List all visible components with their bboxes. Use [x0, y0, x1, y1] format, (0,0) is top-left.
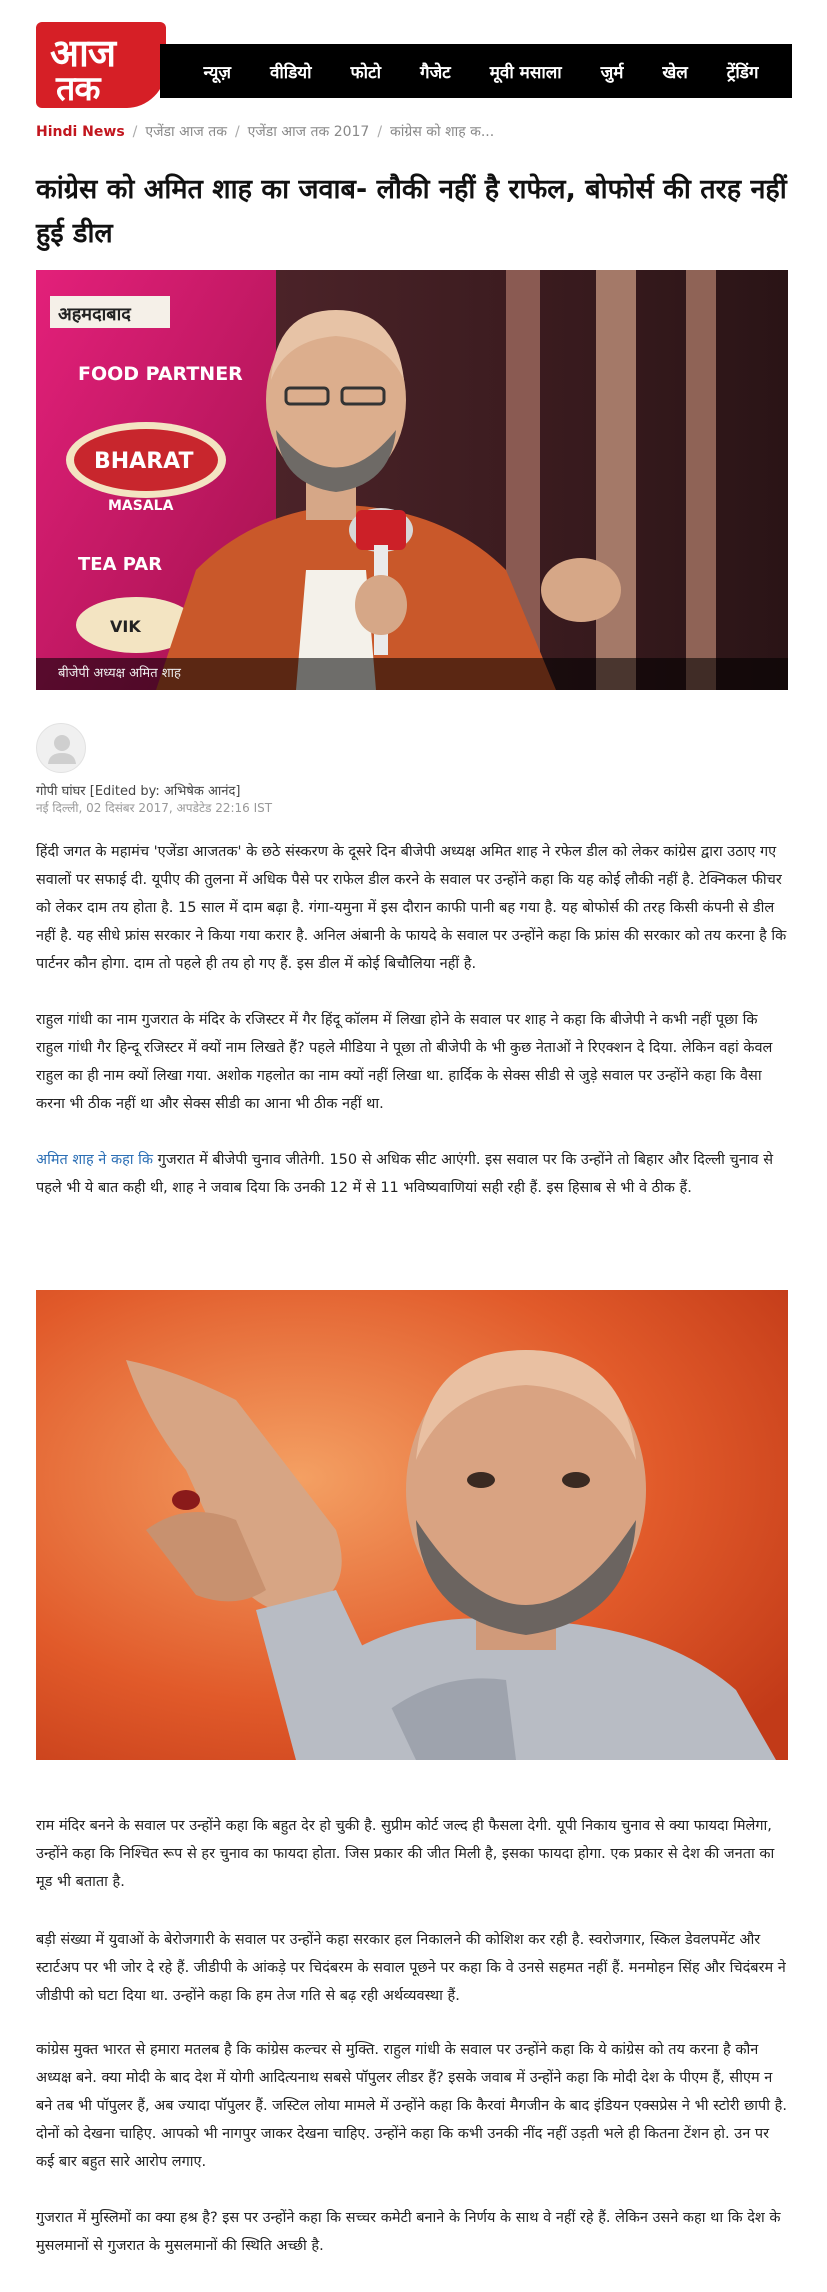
- nav-item-gadget[interactable]: गैजेट: [420, 62, 451, 83]
- breadcrumb-current: कांग्रेस को शाह क...: [390, 124, 495, 140]
- article-paragraph: कांग्रेस मुक्त भारत से हमारा मतलब है कि कांग्रेस कल्चर से मुक्ति. राहुल गांधी के सवाल पर उन्होंने कहा कि ये कांग्रेस को तय करना है कौन अध्यक्ष बने. क्या मोदी के बाद देश में योगी आदित्यनाथ सबसे पॉपुलर लीडर हैं? इसके जवाब में उन्होंने कहा कि मोदी देश के पीएम हैं, सीएम न बने तब भी पॉपुलर हैं, अब ज्यादा पॉपुलर हैं. जस्टिल लोया मामले में उन्होंने कहा कि कैरवां मैगजीन के बाद इंडियन एक्सप्रेस ने भी स्टोरी छापी है. दोनों को देखना चाहिए. आपको भी नागपुर जाकर देखना चाहिए. उन्होंने कहा कि कभी उनकी नींद नहीं उड़ती भले ही कितना टेंशन हो. उन पर कई बार बहुत सारे आरोप लगाए.: [36, 2042, 787, 2170]
- aajtak-logo[interactable]: [36, 22, 166, 108]
- logo-line-2: तक: [56, 69, 100, 109]
- breadcrumb: [36, 122, 792, 141]
- amit-shah-link[interactable]: अमित शाह ने कहा कि: [36, 1152, 154, 1168]
- nav-item-photo[interactable]: फोटो: [350, 62, 382, 83]
- nav-item-video[interactable]: वीडियो: [269, 62, 312, 83]
- article-paragraph: गुजरात में मुस्लिमों का क्या हश्र है? इस पर उन्होंने कहा कि सच्चर कमेटी बनाने के निर्णय के साथ वे नहीं रहे हैं. लेकिन उसने कहा था कि देश के मुसलमानों से गुजरात के मुसलमानों की स्थिति अच्छी है.: [36, 2210, 781, 2254]
- backdrop-bharat: BHARAT: [94, 449, 194, 474]
- breadcrumb-separator: /: [234, 124, 240, 140]
- backdrop-food-partner: FOOD PARTNER: [78, 363, 243, 385]
- nav-item-movie-masala[interactable]: मूवी मसाला: [489, 62, 562, 83]
- backdrop-vik: VIK: [110, 617, 141, 636]
- article-paragraph: [36, 1146, 788, 1202]
- backdrop-tea-partner: TEA PAR: [78, 554, 163, 575]
- nav-item-crime[interactable]: जुर्म: [600, 62, 624, 83]
- paragraph-text: गुजरात में बीजेपी चुनाव जीतेगी. 150 से अधिक सीट आएंगी. इस सवाल पर कि उन्होंने तो बिहार और दिल्ली चुनाव से पहले भी ये बात कही थी, शाह ने जवाब दिया कि उनकी 12 में से 11 भविष्यवाणियां सही रही हैं. इस हिसाब से भी वे ठीक हैं.: [36, 1152, 774, 1196]
- nav-item-news[interactable]: न्यूज़: [203, 62, 231, 83]
- article-headline: कांग्रेस को अमित शाह का जवाब- लौकी नहीं है राफेल, बोफोर्स की तरह नहीं हुई डील: [36, 174, 787, 249]
- article-photo[interactable]: [36, 1290, 788, 1760]
- article-paragraph: बड़ी संख्या में युवाओं के बेरोजगारी के सवाल पर उन्होंने कहा सरकार हल निकालने की कोशिश कर रही है. स्वरोजगार, स्किल डेवलपमेंट और स्टार्टअप पर भी जोर दे रहे हैं. जीडीपी के आंकड़े पर चिदंबरम के सवाल पूछने पर कहा कि वे उनसे सहमत नहीं हैं. मनमोहन सिंह और चिदंबरम ने जीडीपी को घटा दिया था. उन्होंने कहा कि हम तेज गति से बढ़ रही अर्थव्यवस्था हैं.: [36, 1932, 786, 2004]
- breadcrumb-home[interactable]: Hindi News: [36, 124, 125, 140]
- backdrop-masala: MASALA: [108, 498, 174, 514]
- hero-caption: बीजेपी अध्यक्ष अमित शाह: [36, 658, 788, 690]
- breadcrumb-agenda[interactable]: एजेंडा आज तक: [145, 124, 227, 140]
- breadcrumb-separator: /: [132, 124, 138, 140]
- article-dateline: नई दिल्ली, 02 दिसंबर 2017, अपडेटेड 22:16 IST: [36, 801, 273, 815]
- article-paragraph: राहुल गांधी का नाम गुजरात के मंदिर के रजिस्टर में गैर हिंदू कॉलम में लिखा होने के सवाल पर शाह ने कहा कि बीजेपी ने कभी नहीं पूछा कि राहुल गांधी गैर हिन्दू रजिस्टर में क्यों नाम लिखते हैं? पहले मीडिया ने पूछा तो बीजेपी के भी कुछ नेताओं ने रिएक्शन दे दिया. लेकिन वहां केवल राहुल का ही नाम क्यों लिखा गया. अशोक गहलोत का नाम क्यों नहीं लिखा था. हार्दिक के सेक्स सीडी से जुड़े सवाल पर उन्होंने कहा कि वैसा करना भी ठीक नहीं था और सेक्स सीडी का आना भी ठीक नहीं था.: [36, 1012, 773, 1112]
- nav-item-trending[interactable]: ट्रेंडिंग: [726, 62, 759, 83]
- logo-line-1: आज: [50, 31, 116, 75]
- main-nav: [160, 44, 792, 98]
- article-photo-illustration: [36, 1290, 788, 1760]
- hero-image[interactable]: [36, 270, 788, 690]
- breadcrumb-separator: /: [377, 124, 383, 140]
- article-paragraph: राम मंदिर बनने के सवाल पर उन्होंने कहा कि बहुत देर हो चुकी है. सुप्रीम कोर्ट जल्द ही फैसला देगी. यूपी निकाय चुनाव से क्या फायदा मिलेगा, उन्होंने कहा कि निश्चित रूप से हर चुनाव का फायदा होता. जिस प्रकार की जीत मिली है, इसका फायदा होगा. एक प्रकार से देश की जनता का मूड भी बताता है.: [36, 1818, 775, 1890]
- hero-photo-illustration: [36, 270, 788, 690]
- article-paragraph: हिंदी जगत के महामंच 'एजेंडा आजतक' के छठे संस्करण के दूसरे दिन बीजेपी अध्यक्ष अमित शाह ने रफेल डील को लेकर कांग्रेस द्वारा उठाए गए सवालों पर सफाई दी. यूपीए की तुलना में अधिक पैसे पर राफेल डील करने के सवाल पर उन्होंने कहा कि यह कोई लौकी नहीं है. टेक्निकल फीचर को लेकर दाम तय होता है. 15 साल में दाम बढ़ा है. गंगा-यमुना में इस दौरान काफी पानी बह गया है. यह बोफोर्स की तरह किसी कंपनी से डील नहीं है. यह सीधे फ्रांस सरकार ने किया गया करार है. अनिल अंबानी के फायदे के सवाल पर उन्होंने कहा कि फ्रांस की सरकार को तय करना है कि पार्टनर कौन होगा. दाम तो पहले ही तय हो गए हैं. इस डील में कोई बिचौलिया नहीं है.: [36, 844, 787, 972]
- user-placeholder-icon: [37, 724, 86, 773]
- author-byline[interactable]: गोपी घांघर [Edited by: अभिषेक आनंद]: [36, 784, 241, 799]
- author-avatar[interactable]: [36, 723, 86, 773]
- nav-item-sports[interactable]: खेल: [662, 62, 688, 83]
- site-header: [36, 22, 792, 108]
- backdrop-city: अहमदाबाद: [58, 304, 131, 325]
- breadcrumb-agenda-2017[interactable]: एजेंडा आज तक 2017: [247, 124, 370, 140]
